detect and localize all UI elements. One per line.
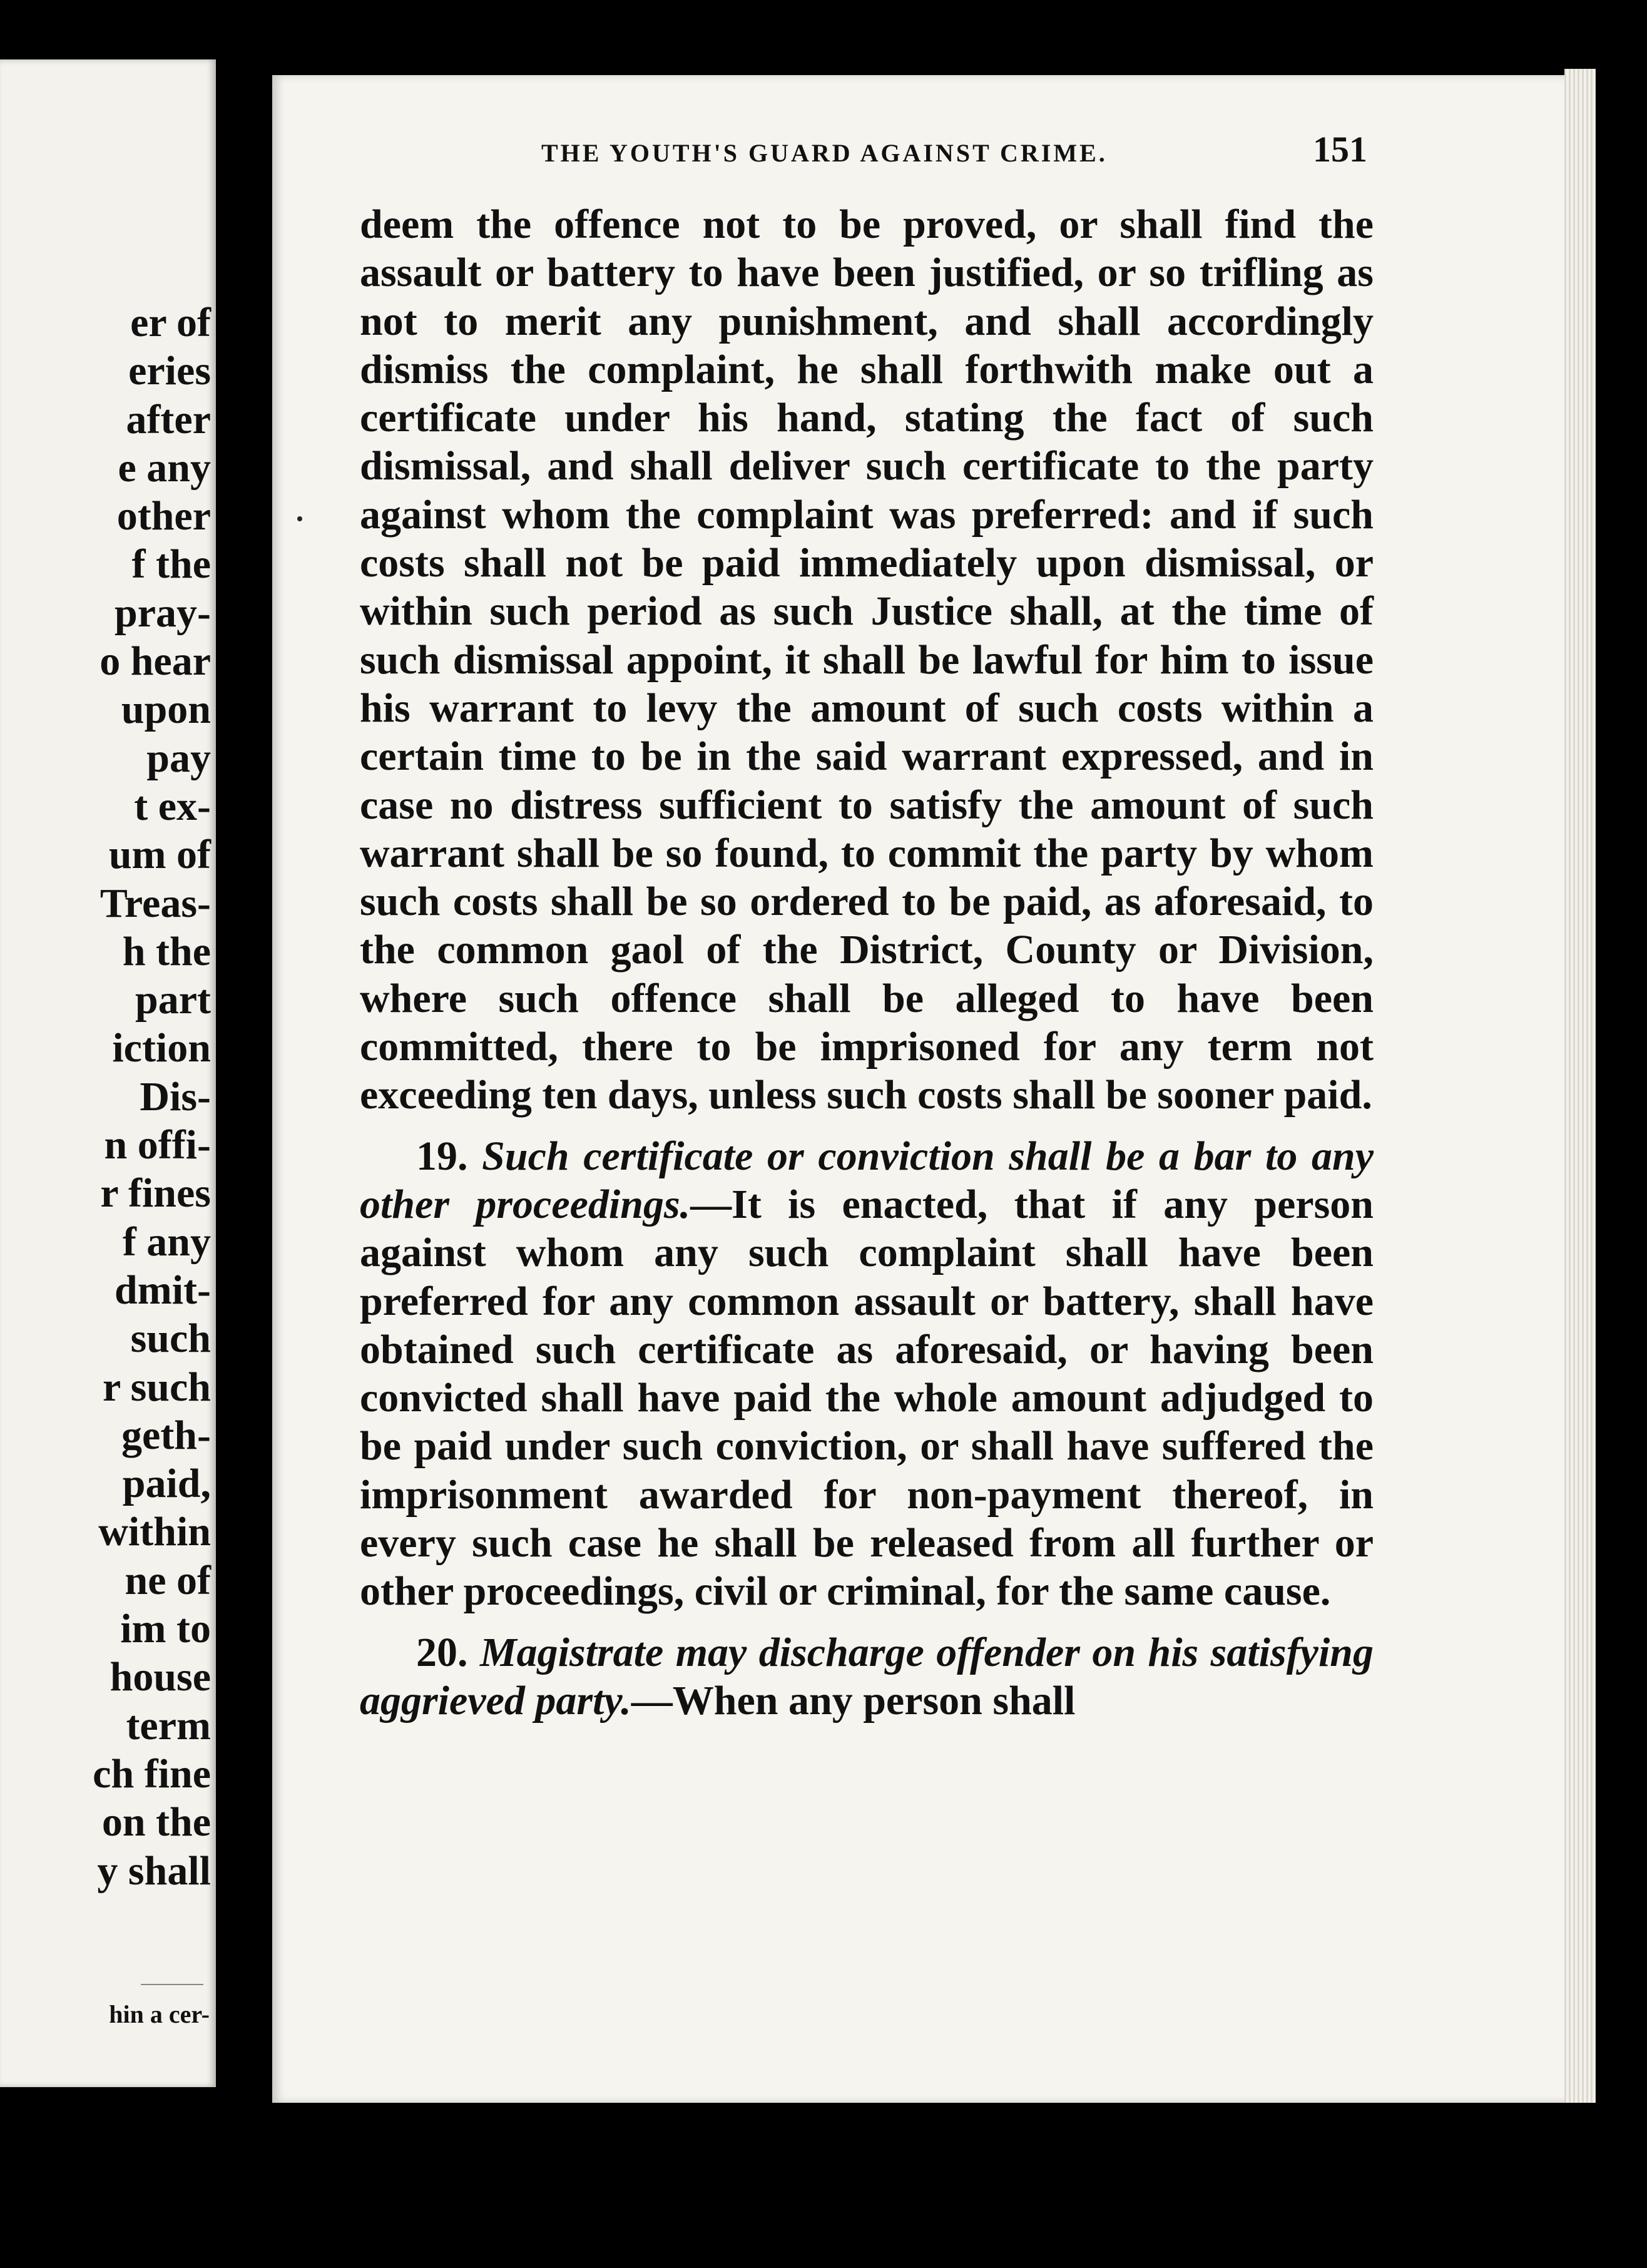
body-text — [360, 200, 1374, 1725]
running-title: THE YOUTH'S GUARD AGAINST CRIME. — [541, 139, 1108, 167]
left-line: pay — [146, 735, 211, 781]
left-line: such — [130, 1315, 211, 1362]
left-line: er of — [130, 300, 211, 345]
right-page — [272, 75, 1596, 2103]
left-line: other — [116, 493, 211, 539]
left-line: Dis- — [140, 1073, 211, 1120]
running-head — [541, 128, 1367, 170]
left-line: upon — [121, 687, 211, 733]
ink-speck — [297, 516, 302, 521]
section-20 — [360, 1628, 1374, 1725]
left-page-text — [93, 299, 211, 1895]
paragraph-text: —It is enacted, that if any person against whom any such complaint shall have been preferred for any common assault or battery, shall have obtained such certificate as aforesaid, or having been convicted shall have paid the whole amount adjudged to be paid under such conviction, or shall have suffered the imprisonment awarded for non-payment thereof, in every such case he shall be released from all further or other proceedings, civil or criminal, for the same cause. — [360, 1181, 1374, 1615]
left-line: e any — [118, 444, 211, 491]
left-footnote: hin a cer- — [109, 2000, 210, 2028]
paragraph-text: deem the offence not to be proved, or shall find the assault or battery to have been justified, or so trifling as not to merit any punishment, and shall accordingly dismiss the complaint, he shall forthwith make out a certificate under his hand, stating the fact of such dismissal, and shall deliver such certificate to the party against whom the complaint was preferred: and if such costs shall not be paid immediately upon dismissal, or within such period as such Justice shall, at the time of such dismissal appoint, it shall be lawful for him to issue his warrant to levy the amount of such costs within a certain time to be in the said warrant expressed, and in case no distress sufficient to satisfy the amount of such warrant shall be so found, to commit the party by whom such costs shall be so ordered to be paid, as aforesaid, to the common gaol of the District, County or Division, where such offence shall be alleged to have been committed, there to be imprisoned for any term not exceeding ten days, unless such costs shall be sooner paid. — [360, 202, 1374, 1118]
footnote-rule — [141, 1984, 203, 1985]
left-line: y shall — [97, 1847, 211, 1894]
left-line: Treas- — [99, 880, 211, 926]
left-line: h the — [122, 928, 211, 974]
section-title: Magistrate may discharge offender on his satisfying aggrieved party. — [360, 1629, 1374, 1724]
section-title: Such certificate or conviction shall be a bar to any other proceedings. — [360, 1133, 1374, 1227]
left-line: f the — [131, 541, 211, 588]
section-number: 19. — [416, 1133, 468, 1179]
left-line: ne of — [125, 1557, 211, 1603]
left-line: r fines — [100, 1170, 211, 1217]
left-line: n offi- — [104, 1122, 211, 1168]
left-line: iction — [112, 1025, 211, 1071]
book-gutter — [216, 59, 272, 2087]
left-line: house — [110, 1654, 211, 1700]
left-line: eries — [128, 348, 211, 394]
paragraph-text: —When any person shall — [631, 1677, 1076, 1724]
page-edges — [1564, 69, 1596, 2103]
left-line: on the — [101, 1799, 211, 1846]
left-line: after — [126, 396, 211, 442]
left-page — [0, 59, 216, 2087]
left-line: o hear — [99, 638, 211, 685]
left-line: r such — [103, 1364, 211, 1410]
left-line: geth- — [121, 1412, 211, 1458]
left-line: ch fine — [93, 1750, 211, 1797]
left-line: dmit- — [115, 1267, 211, 1313]
page-number: 151 — [1313, 129, 1367, 170]
left-line: within — [98, 1509, 211, 1555]
left-line: term — [126, 1702, 211, 1749]
left-line: im to — [120, 1606, 211, 1652]
section-19 — [360, 1132, 1374, 1616]
left-line: t ex- — [134, 783, 211, 829]
left-line: part — [135, 977, 211, 1023]
section-number: 20. — [416, 1629, 468, 1675]
left-line: pray- — [115, 590, 211, 636]
left-line: f any — [122, 1218, 211, 1265]
left-line: um of — [108, 832, 211, 878]
left-line: paid, — [122, 1461, 211, 1507]
paragraph-continuation — [360, 200, 1374, 1120]
